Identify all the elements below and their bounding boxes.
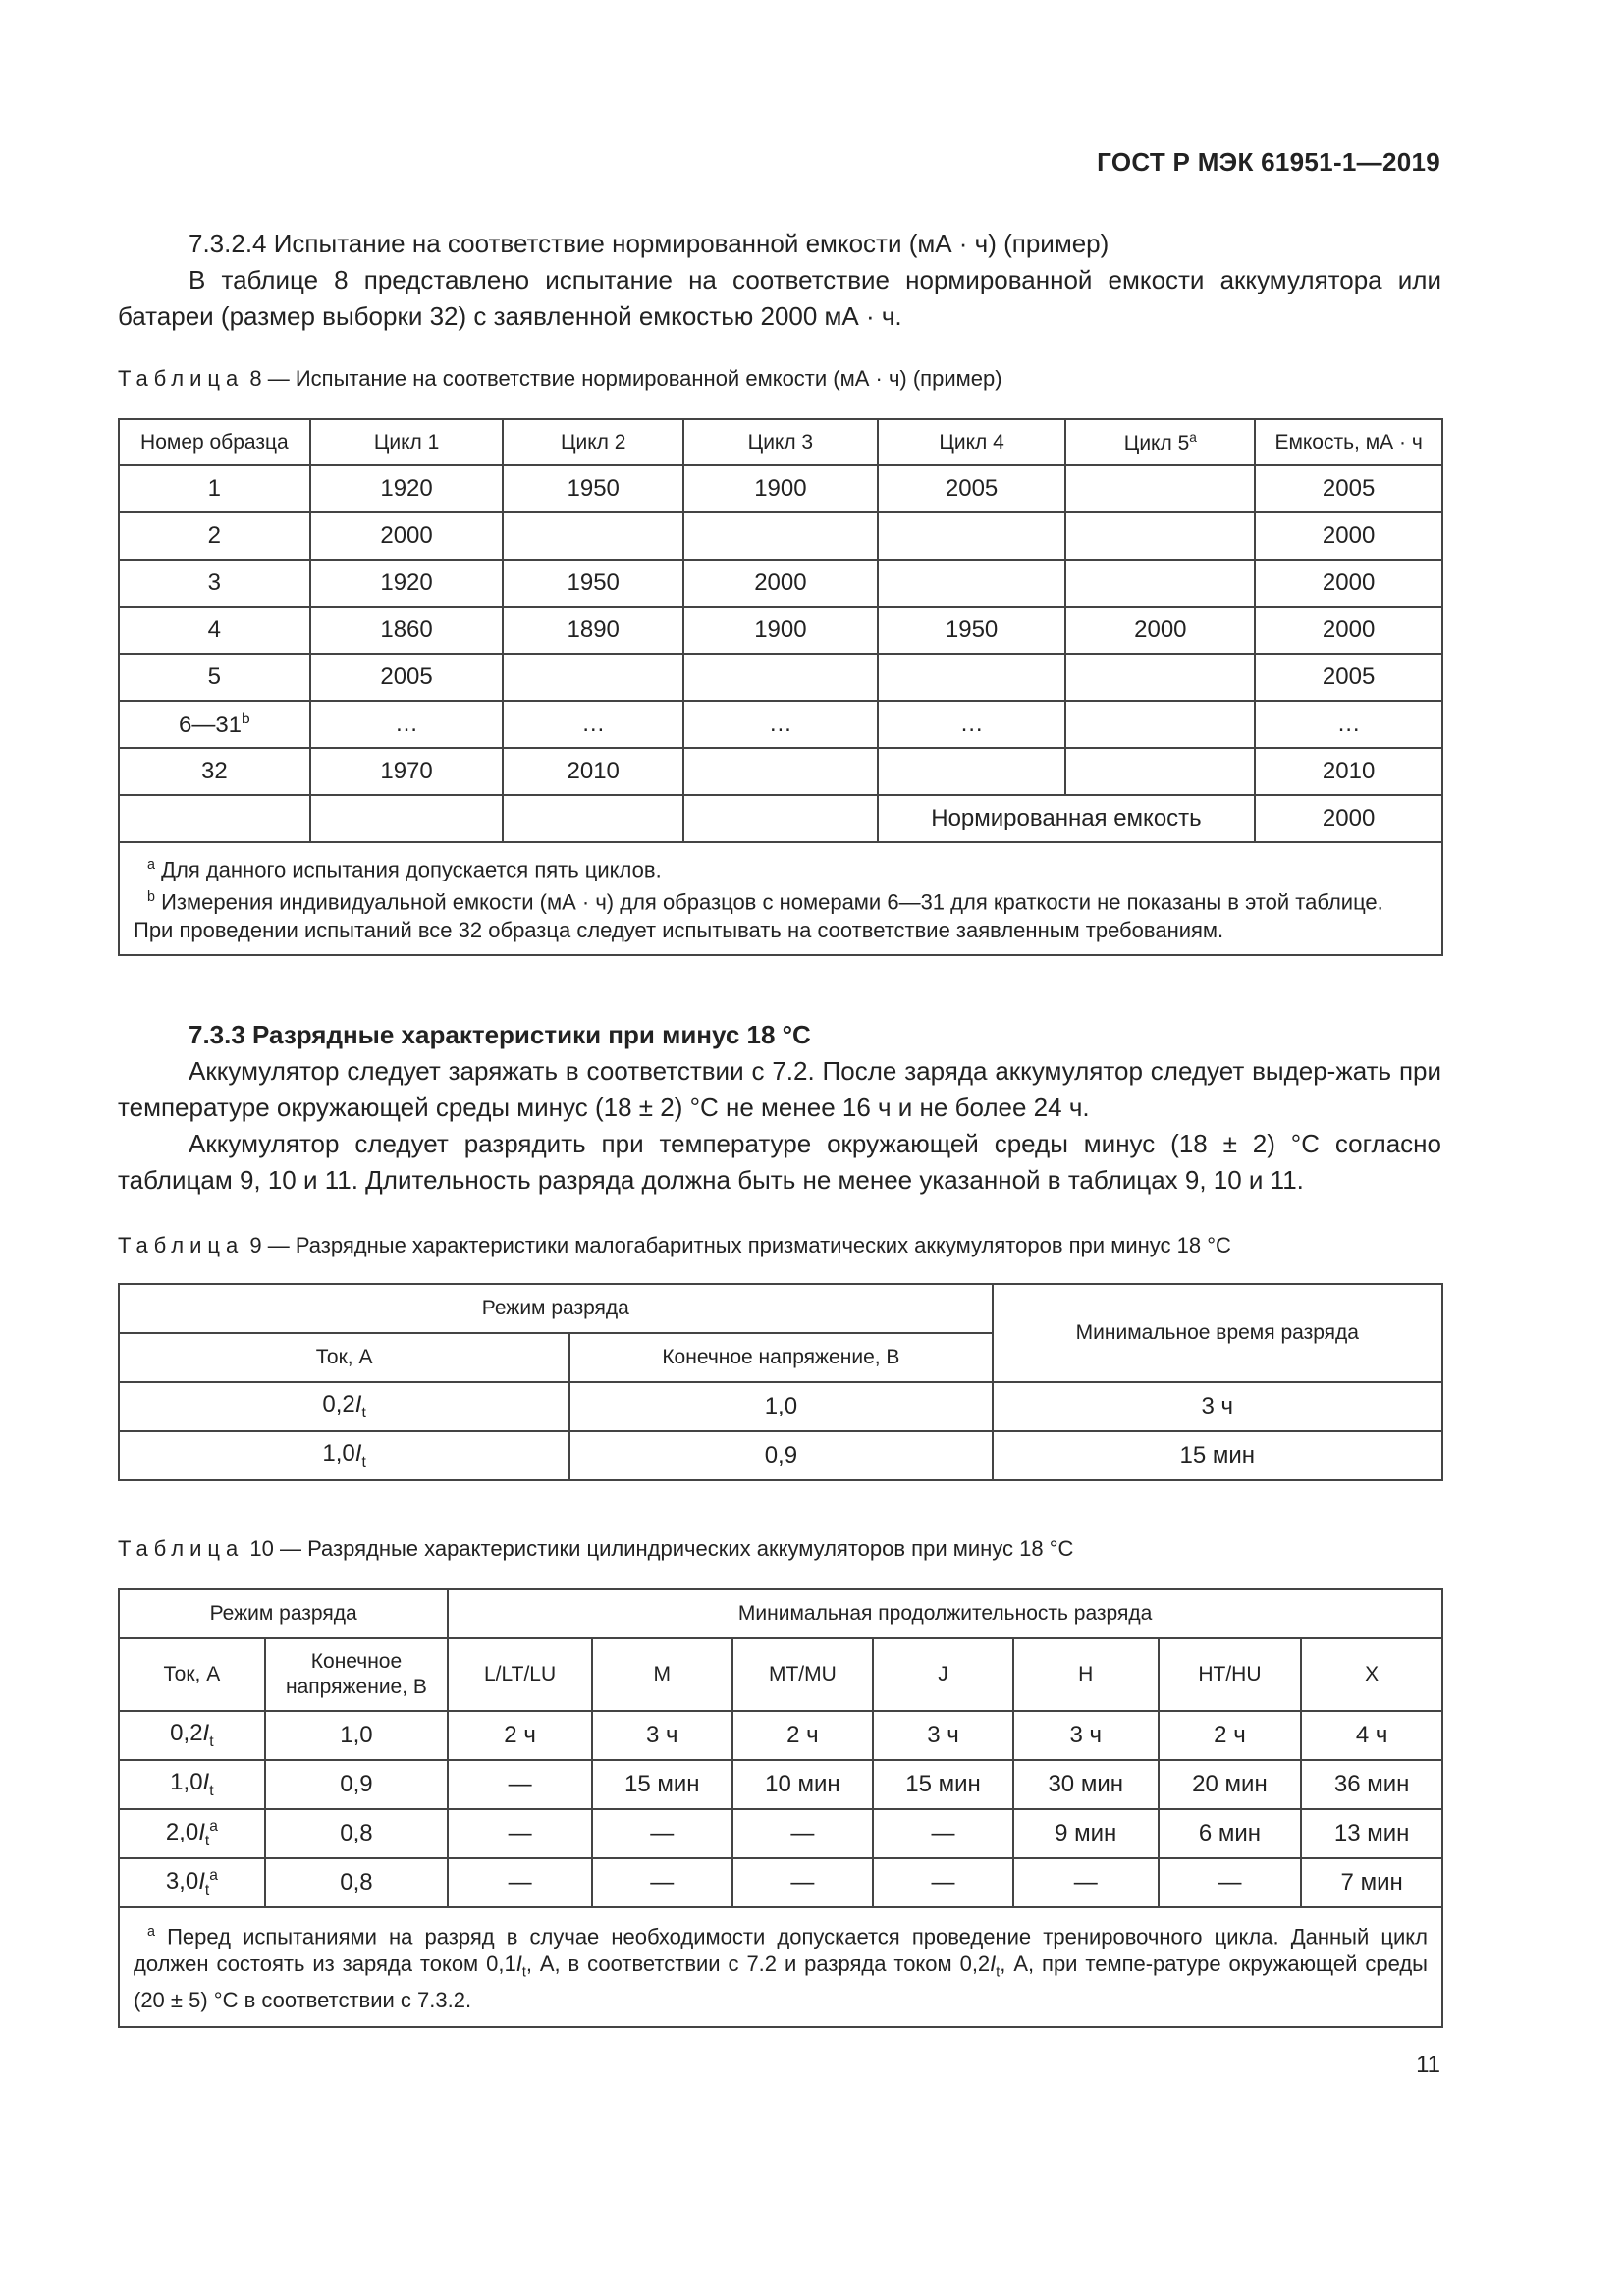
table-row	[119, 748, 1442, 795]
table8-cell-value: 1920	[380, 475, 433, 502]
table8-cell	[310, 465, 504, 512]
table9	[118, 1283, 1443, 1481]
duration-cell: —	[1013, 1858, 1159, 1907]
table8-cell	[1065, 560, 1255, 607]
current-coef: 1,0	[322, 1440, 355, 1468]
table9-body	[119, 1382, 1442, 1480]
table9-caption-word: Таблица	[118, 1233, 244, 1257]
section-733-p2: Аккумулятор следует разрядить при температуре окружающей среды минус (18 ± 2) °С согласно таблицам 9, 10 и 11. Длительность разряда должна быть не менее указанной в таблицах 9, 10 и 11.	[118, 1129, 1441, 1195]
current-subscript: t	[204, 1832, 210, 1849]
table8-cell	[503, 512, 683, 560]
table8-cell-value: 1900	[754, 475, 807, 502]
table-row	[119, 1858, 1442, 1907]
table8-cell-value: 6—31	[178, 711, 243, 738]
table-row	[119, 1760, 1442, 1809]
table8-header-cell: Цикл 2	[503, 419, 683, 465]
voltage-cell: 0,9	[569, 1431, 992, 1480]
table8-cell	[503, 795, 683, 842]
table9-header-min-time: Минимальное время разряда	[993, 1284, 1442, 1382]
table8-cell	[310, 654, 504, 701]
duration-cell: —	[732, 1809, 874, 1858]
time-cell: 15 мин	[993, 1431, 1442, 1480]
table8-cell	[878, 465, 1066, 512]
table8-cell-value: 2005	[1322, 475, 1376, 502]
table8-cell-value: 1950	[945, 616, 999, 643]
table8-cell-value: 32	[201, 758, 228, 784]
table-row	[119, 1711, 1442, 1760]
duration-cell: 3 ч	[592, 1711, 732, 1760]
table8-cell	[1255, 512, 1442, 560]
table8-cell-value: 2010	[1322, 758, 1376, 784]
footnote-b	[134, 883, 1428, 943]
table8-footnotes-row	[119, 842, 1442, 955]
table8-cell	[1065, 607, 1255, 654]
table8-cell-value: 4	[207, 616, 222, 643]
duration-cell: 6 мин	[1159, 1809, 1302, 1858]
table8-header-cell: Цикл 4	[878, 419, 1066, 465]
table8-cell	[119, 654, 310, 701]
table8-cell	[1065, 512, 1255, 560]
table8-cell-value: 2005	[945, 475, 999, 502]
table8-rated-row	[119, 795, 1442, 842]
table8-cell	[683, 748, 878, 795]
table8-cell	[878, 512, 1066, 560]
duration-cell: 2 ч	[732, 1711, 874, 1760]
current-coef: 3,0	[165, 1867, 199, 1895]
current-subscript: t	[209, 1733, 214, 1750]
current-symbol: I	[202, 1720, 210, 1747]
table8-cell	[683, 512, 878, 560]
table-row	[119, 1809, 1442, 1858]
table8-cell	[503, 701, 683, 748]
table8-cell	[683, 560, 878, 607]
current-symbol: I	[990, 1951, 997, 1977]
table10-header-type: L/LT/LU	[448, 1638, 592, 1711]
table8-cell	[1065, 701, 1255, 748]
current-cell	[119, 1711, 265, 1760]
table8-cell-value: 2000	[1322, 616, 1376, 643]
table10-footnote	[119, 1907, 1442, 2027]
duration-cell: 2 ч	[1159, 1711, 1302, 1760]
table-row	[119, 654, 1442, 701]
table8-cell	[878, 748, 1066, 795]
footnote-a	[134, 1918, 1428, 2014]
duration-cell: 4 ч	[1301, 1711, 1442, 1760]
duration-cell: 15 мин	[592, 1760, 732, 1809]
table8-header-cell: Цикл 1	[310, 419, 504, 465]
table8-cell	[119, 560, 310, 607]
table8-cell	[310, 512, 504, 560]
duration-cell: 3 ч	[873, 1711, 1013, 1760]
table8-cell-value: 2000	[380, 522, 433, 549]
table10-header-type: X	[1301, 1638, 1442, 1711]
table10-header-row	[119, 1589, 1442, 1638]
table8-cell	[878, 607, 1066, 654]
current-subscript: t	[361, 1453, 366, 1470]
table9-caption	[118, 1233, 1231, 1258]
table10-header-type: M	[592, 1638, 732, 1711]
current-symbol: I	[202, 1769, 210, 1796]
current-subscript: t	[209, 1782, 214, 1799]
footnote-text: , А, в соответствии с 7.2 и разряда током 0,2	[525, 1951, 991, 1977]
table8-cell	[310, 607, 504, 654]
table-row	[119, 1382, 1442, 1431]
table9-header-current: Ток, А	[119, 1333, 569, 1382]
table8-cell	[1255, 560, 1442, 607]
current-symbol: I	[354, 1391, 362, 1418]
table8-cell	[1065, 748, 1255, 795]
table10-header-mode: Режим разряда	[119, 1589, 448, 1638]
table10	[118, 1588, 1443, 2028]
voltage-cell: 0,8	[265, 1809, 448, 1858]
duration-cell: —	[592, 1809, 732, 1858]
table8-cell	[1255, 465, 1442, 512]
table8-cell	[1255, 654, 1442, 701]
table8-cell	[119, 607, 310, 654]
table8-cell	[1255, 607, 1442, 654]
table8-cell-value: 1	[207, 475, 222, 502]
table8-cell-value: …	[581, 711, 606, 737]
footnote-mark: a	[209, 1866, 218, 1884]
current-coef: 0,2	[170, 1720, 203, 1747]
section-7324-title: 7.3.2.4 Испытание на соответствие нормированной емкости (мА · ч) (пример)	[189, 229, 1110, 258]
table8-cell-value: 1900	[754, 616, 807, 643]
table8-cell	[310, 560, 504, 607]
duration-cell: 36 мин	[1301, 1760, 1442, 1809]
table9-header-row	[119, 1284, 1442, 1333]
table8-header-cell: Емкость, мА · ч	[1255, 419, 1442, 465]
voltage-cell: 1,0	[265, 1711, 448, 1760]
duration-cell: —	[873, 1858, 1013, 1907]
table8-footnotes	[119, 842, 1442, 955]
duration-cell: 2 ч	[448, 1711, 592, 1760]
table10-header-type: J	[873, 1638, 1013, 1711]
table8-header-row	[119, 419, 1442, 465]
footnote-text: Измерения индивидуальной емкости (мА · ч) для образцов с номерами 6—31 для краткости не показаны в этой таблице. При проведении испытаний все 32 образца следует испытывать на соответствие заявленным требованиям.	[134, 889, 1383, 942]
duration-cell: 3 ч	[1013, 1711, 1159, 1760]
table10-body	[119, 1711, 1442, 1907]
table8-header-cell	[1065, 419, 1255, 465]
current-subscript: t	[996, 1964, 1001, 1981]
table8-cell	[1065, 654, 1255, 701]
table8-cell-value: 2005	[1322, 664, 1376, 690]
table10-caption-word: Таблица	[118, 1536, 244, 1561]
table8-cell-value: 2000	[1322, 522, 1376, 549]
current-coef: 1,0	[170, 1769, 203, 1796]
footnote-mark: a	[147, 857, 155, 873]
current-cell	[119, 1431, 569, 1480]
table8-header-cycle5: Цикл 5	[1123, 431, 1190, 454]
footnote-mark: a	[147, 1924, 155, 1940]
table8-caption-text: 8 — Испытание на соответствие нормированной емкости (мА · ч) (пример)	[249, 366, 1002, 391]
duration-cell: 15 мин	[873, 1760, 1013, 1809]
duration-cell: 20 мин	[1159, 1760, 1302, 1809]
table8-cell-value: 1970	[380, 758, 433, 784]
duration-cell: 30 мин	[1013, 1760, 1159, 1809]
current-subscript: t	[204, 1881, 210, 1898]
current-symbol: I	[515, 1951, 522, 1977]
table8-cell-value: 2010	[567, 758, 620, 784]
table8-cell	[1255, 748, 1442, 795]
table8-cell	[1065, 465, 1255, 512]
table8-cell	[119, 465, 310, 512]
table10-caption	[118, 1536, 1073, 1562]
table8-cell	[878, 560, 1066, 607]
table10-header-type: MT/MU	[732, 1638, 874, 1711]
table8-caption	[118, 366, 1002, 392]
section-7324-text: В таблице 8 представлено испытание на соответствие нормированной емкости аккумулятора или батареи (размер выборки 32) с заявленной емкостью 2000 мА · ч.	[118, 265, 1441, 331]
table-row	[119, 1431, 1442, 1480]
duration-cell: —	[873, 1809, 1013, 1858]
time-cell: 3 ч	[993, 1382, 1442, 1431]
footnote-mark: a	[1189, 429, 1197, 445]
footnote-text: Для данного испытания допускается пять циклов.	[161, 857, 662, 882]
table8-cell-value: …	[1336, 711, 1361, 737]
table10-header-voltage: Конечное напряжение, В	[265, 1638, 448, 1711]
table8-cell	[310, 795, 504, 842]
table8-cell-value: …	[768, 711, 792, 737]
table8-cell	[503, 560, 683, 607]
table-row	[119, 512, 1442, 560]
table8	[118, 418, 1443, 956]
table10-subheader-row	[119, 1638, 1442, 1711]
voltage-cell: 1,0	[569, 1382, 992, 1431]
current-symbol: I	[354, 1440, 362, 1468]
table8-cell	[503, 748, 683, 795]
table-row	[119, 607, 1442, 654]
table8-cell-value: 2005	[380, 664, 433, 690]
footnote-text: Перед испытаниями на разряд в случае необходимости допускается проведение тренировочного цикла. Данный цикл должен состоять из заряда током 0,1	[134, 1924, 1428, 1977]
table-row	[119, 701, 1442, 748]
duration-cell: 10 мин	[732, 1760, 874, 1809]
table9-caption-text: 9 — Разрядные характеристики малогабаритных призматических аккумуляторов при минус 18 °С	[249, 1233, 1231, 1257]
table8-cell	[878, 654, 1066, 701]
duration-cell: —	[732, 1858, 874, 1907]
duration-cell: —	[448, 1760, 592, 1809]
duration-cell: —	[448, 1809, 592, 1858]
table9-header-voltage: Конечное напряжение, В	[569, 1333, 992, 1382]
table10-header-type: HT/HU	[1159, 1638, 1302, 1711]
table8-cell-value: …	[959, 711, 984, 737]
current-cell	[119, 1760, 265, 1809]
voltage-cell: 0,8	[265, 1858, 448, 1907]
current-cell	[119, 1858, 265, 1907]
document-header: ГОСТ Р МЭК 61951-1—2019	[1097, 147, 1440, 177]
table8-cell	[683, 654, 878, 701]
table8-cell	[119, 512, 310, 560]
table10-caption-text: 10 — Разрядные характеристики цилиндрических аккумуляторов при минус 18 °С	[249, 1536, 1074, 1561]
table8-header-cell: Цикл 3	[683, 419, 878, 465]
table8-cell-value: 2000	[1322, 569, 1376, 596]
table8-body	[119, 465, 1442, 795]
duration-cell: 13 мин	[1301, 1809, 1442, 1858]
table8-header-cell: Номер образца	[119, 419, 310, 465]
footnote-a	[134, 851, 1428, 883]
table8-cell	[503, 607, 683, 654]
table8-cell	[683, 701, 878, 748]
current-symbol: I	[198, 1818, 205, 1845]
table8-cell	[310, 748, 504, 795]
table8-cell	[878, 701, 1066, 748]
table8-cell-value: 1950	[567, 475, 620, 502]
table8-cell-value: 5	[207, 664, 222, 690]
current-cell	[119, 1809, 265, 1858]
section-733-title: 7.3.3 Разрядные характеристики при минус 18 °С	[189, 1020, 811, 1049]
table8-cell	[683, 465, 878, 512]
current-subscript: t	[521, 1964, 526, 1981]
duration-cell: —	[448, 1858, 592, 1907]
footnote-mark: b	[242, 710, 250, 727]
footnote-mark: a	[209, 1817, 218, 1835]
table8-cell-value: 1950	[567, 569, 620, 596]
duration-cell: 9 мин	[1013, 1809, 1159, 1858]
table8-cell-value: 2000	[754, 569, 807, 596]
table8-cell-value: 1920	[380, 569, 433, 596]
footnote-mark: b	[147, 889, 155, 906]
section-733-p1: Аккумулятор следует заряжать в соответствии с 7.2. После заряда аккумулятор следует выдер-жать при температуре окружающей среды минус (18 ± 2) °С не менее 16 ч и не более 24 ч.	[118, 1056, 1441, 1122]
page-number: 11	[1416, 2052, 1440, 2078]
table10-footnote-row	[119, 1907, 1442, 2027]
table8-caption-word: Таблица	[118, 366, 244, 391]
table8-cell-value: 2	[207, 522, 222, 549]
table8-cell	[683, 607, 878, 654]
duration-cell: 7 мин	[1301, 1858, 1442, 1907]
table10-header-current: Ток, А	[119, 1638, 265, 1711]
table8-cell	[119, 795, 310, 842]
table-row	[119, 560, 1442, 607]
table8-cell-value: 1860	[380, 616, 433, 643]
table8-cell-value: 1890	[567, 616, 620, 643]
current-symbol: I	[198, 1867, 205, 1895]
footnote-text: , А, при темпе-ратуре окружающей среды (20 ± 5) °С в соответствии с 7.3.2.	[134, 1951, 1428, 2012]
table8-rated-label: Нормированная емкость	[878, 795, 1255, 842]
table8-cell	[683, 795, 878, 842]
voltage-cell: 0,9	[265, 1760, 448, 1809]
table8-cell-value: 3	[207, 569, 222, 596]
table8-cell	[119, 701, 310, 748]
current-cell	[119, 1382, 569, 1431]
current-subscript: t	[361, 1404, 366, 1421]
table8-cell	[503, 465, 683, 512]
table10-header-type: H	[1013, 1638, 1159, 1711]
duration-cell: —	[592, 1858, 732, 1907]
table10-header-min-dur: Минимальная продолжительность разряда	[448, 1589, 1442, 1638]
duration-cell: —	[1159, 1858, 1302, 1907]
table-row	[119, 465, 1442, 512]
table8-cell	[1255, 701, 1442, 748]
current-coef: 0,2	[322, 1391, 355, 1418]
table8-cell	[119, 748, 310, 795]
table8-cell-value: 2000	[1134, 616, 1187, 643]
table8-cell	[503, 654, 683, 701]
table8-cell-value: …	[395, 711, 419, 737]
current-coef: 2,0	[165, 1818, 199, 1845]
table8-cell	[310, 701, 504, 748]
table8-rated-value: 2000	[1255, 795, 1442, 842]
table9-header-mode: Режим разряда	[119, 1284, 993, 1333]
